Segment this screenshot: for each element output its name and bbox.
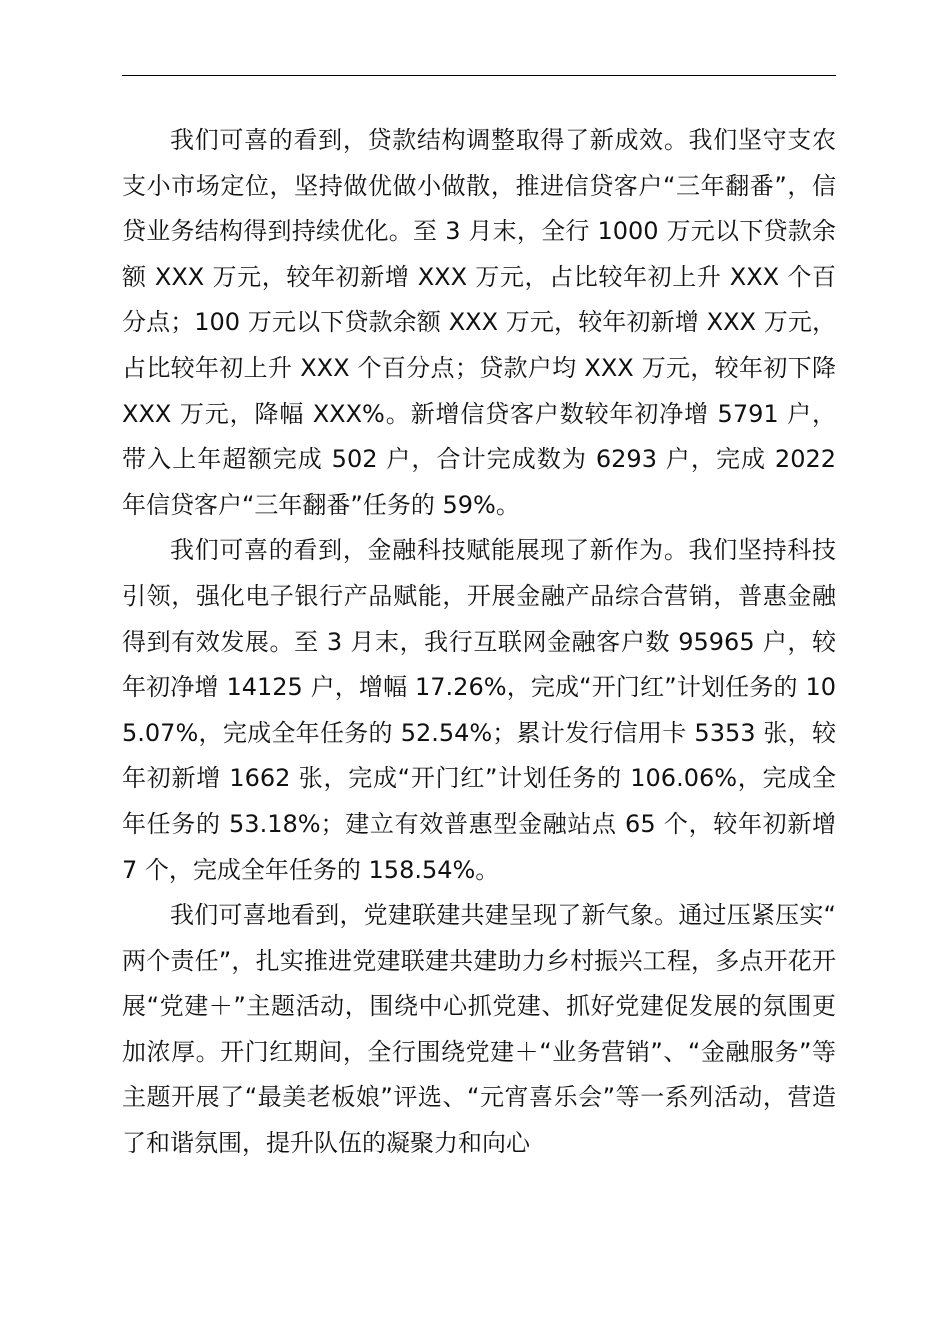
paragraph-party-building: 我们可喜地看到，党建联建共建呈现了新气象。通过压紧压实“两个责任”，扎实推进党建联建共建助力乡村振兴工程，多点开花开展“党建＋”主题活动，围绕中心抓党建、抓好党建促发展的氛围更加浓厚。开门红期间，全行围绕党建＋“业务营销”、“金融服务”等主题开展了“最美老板娘”评选、“元宵喜乐会”等一系列活动，营造了和谐氛围，提升队伍的凝聚力和向心 [122,901,836,1158]
paragraph-fintech: 我们可喜的看到，金融科技赋能展现了新作为。我们坚持科技引领，强化电子银行产品赋能，开展金融产品综合营销，普惠金融得到有效发展。至 3 月末，我行互联网金融客户数 95965 户，较年初净增 14125 户，增幅 17.26%，完成“开门红”计划任务的 105.07%，完成全年任务的 52.54%；累计发行信用卡 5353 张，较年初新增 1662 张，完成“开门红”计划任务的 106.06%，完成全年任务的 53.18%；建立有效普惠型金融站点 65 个，较年初新增 7 个，完成全年任务的 158.54%。 [122,536,836,884]
document-body [122,118,836,1167]
header-rule [122,75,836,76]
paragraph-loan-structure: 我们可喜的看到，贷款结构调整取得了新成效。我们坚守支农支小市场定位，坚持做优做小做散，推进信贷客户“三年翻番”，信贷业务结构得到持续优化。至 3 月末，全行 1000 万元以下贷款余额 XXX 万元，较年初新增 XXX 万元，占比较年初上升 XXX 个百分点；100 万元以下贷款余额 XXX 万元，较年初新增 XXX 万元，占比较年初上升 XXX 个百分点；贷款户均 XXX 万元，较年初下降 XXX 万元，降幅 XXX%。新增信贷客户数较年初净增 5791 户，带入上年超额完成 502 户，合计完成数为 6293 户，完成 2022 年信贷客户“三年翻番”任务的 59%。 [122,126,836,519]
